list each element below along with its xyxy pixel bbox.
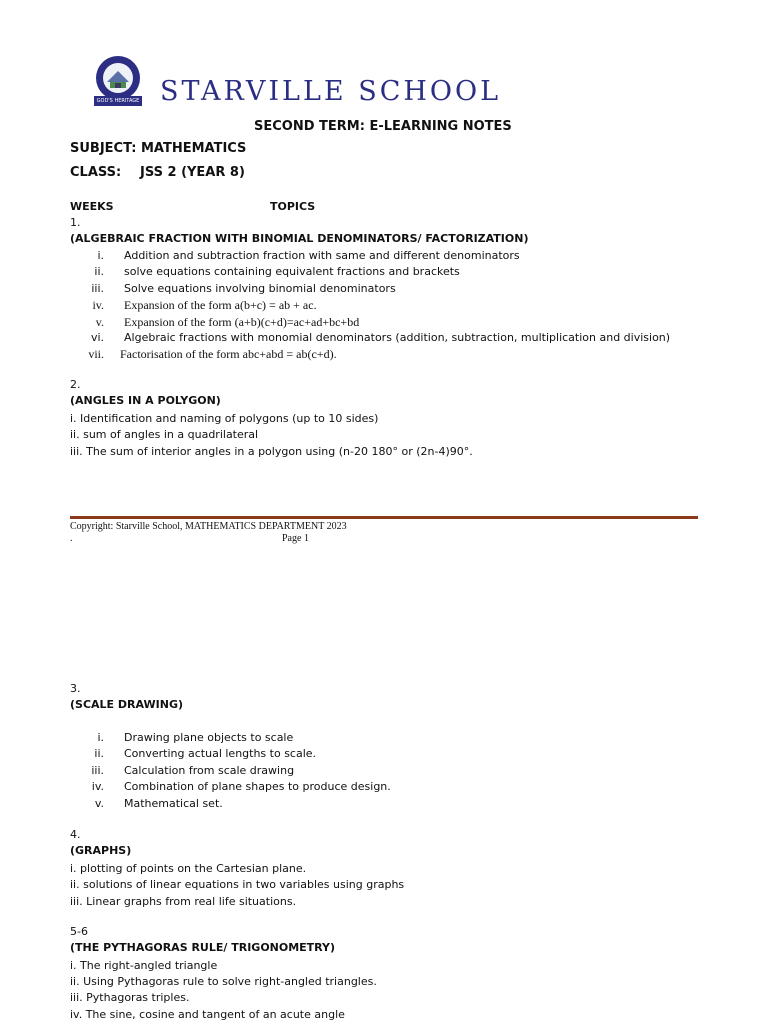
footer-dot: . <box>70 533 73 544</box>
footer-rule <box>70 516 698 519</box>
list-number: iv. <box>91 780 104 794</box>
week-number: 5-6 <box>70 925 88 938</box>
list-text: Calculation from scale drawing <box>124 763 295 777</box>
week1-list <box>70 248 670 363</box>
list-text: Algebraic fractions with monomial denominators (addition, subtraction, multiplication and division) <box>124 331 671 345</box>
list-number: ii. <box>94 747 104 761</box>
list-number: v. <box>95 314 104 329</box>
list-item: ii. sum of angles in a quadrilateral <box>70 428 259 442</box>
list-item <box>70 746 391 762</box>
list-item: iii. Pythagoras triples. <box>70 991 190 1005</box>
list-number: ii. <box>94 265 104 279</box>
list-item <box>70 297 670 313</box>
class-value: JSS 2 (YEAR 8) <box>140 165 245 180</box>
term-title: SECOND TERM: E-LEARNING NOTES <box>254 119 512 134</box>
list-number: v. <box>94 796 104 810</box>
list-item: iii. The sum of interior angles in a polygon using (n-20 180° or (2n-4)90°. <box>70 444 473 458</box>
list-text: Mathematical set. <box>124 796 223 810</box>
week4-list <box>70 861 404 910</box>
list-number: iii. <box>91 281 104 295</box>
week56-list <box>70 958 377 1023</box>
week-title: (THE PYTHAGORAS RULE/ TRIGONOMETRY) <box>70 941 336 954</box>
list-text: Addition and subtraction fraction with same and different denominators <box>124 249 520 262</box>
list-text: Factorisation of the form abc+abd = ab(c+d). <box>120 347 337 362</box>
logo-banner: GOD'S HERITAGE <box>96 98 140 104</box>
list-item: i. plotting of points on the Cartesian plane. <box>70 862 307 875</box>
list-item <box>70 796 391 812</box>
week-title: (SCALE DRAWING) <box>70 698 183 711</box>
week-title: (ANGLES IN A POLYGON) <box>70 394 221 407</box>
list-text: Solve equations involving binomial denominators <box>124 281 396 295</box>
list-number: iv. <box>92 298 104 313</box>
list-text: Combination of plane shapes to produce design. <box>124 780 391 794</box>
week3-list <box>70 730 391 812</box>
list-item: ii. solutions of linear equations in two variables using graphs <box>70 878 405 892</box>
week-title: (ALGEBRAIC FRACTION WITH BINOMIAL DENOMINATORS/ FACTORIZATION) <box>70 232 529 245</box>
list-number: vi. <box>90 331 104 345</box>
list-number: i. <box>97 249 104 262</box>
subject-line: SUBJECT: MATHEMATICS <box>70 141 247 156</box>
list-item <box>70 763 391 779</box>
class-label: CLASS: <box>70 165 122 180</box>
week-number: 2. <box>70 378 81 391</box>
list-item: i. Identification and naming of polygons (up to 10 sides) <box>70 412 379 425</box>
list-text: Drawing plane objects to scale <box>124 731 294 744</box>
list-text: Converting actual lengths to scale. <box>124 747 317 761</box>
week-number: 4. <box>70 828 81 841</box>
list-text: Expansion of the form a(b+c) = ab + ac. <box>124 298 317 313</box>
list-item <box>70 779 391 795</box>
weeks-header: WEEKS <box>70 200 114 213</box>
list-item <box>70 330 670 346</box>
topics-header: TOPICS <box>270 200 316 213</box>
list-text: Expansion of the form (a+b)(c+d)=ac+ad+bc+bd <box>124 314 360 329</box>
list-item <box>70 264 670 280</box>
school-name: STARVILLE SCHOOL <box>160 76 502 107</box>
list-item <box>70 314 670 330</box>
page-number: Page 1 <box>282 533 309 544</box>
list-number: iii. <box>91 763 104 777</box>
list-item: iv. The sine, cosine and tangent of an acute angle <box>70 1007 345 1021</box>
week-number: 1. <box>70 216 81 229</box>
list-number: vii. <box>88 347 104 362</box>
week2-list <box>70 411 473 460</box>
list-item: ii. Using Pythagoras rule to solve right-angled triangles. <box>70 975 377 989</box>
list-item <box>70 248 670 264</box>
copyright: Copyright: Starville School, MATHEMATICS DEPARTMENT 2023 <box>70 521 347 532</box>
list-item <box>70 730 391 746</box>
list-item: iii. Linear graphs from real life situations. <box>70 894 297 908</box>
week-title: (GRAPHS) <box>70 844 132 857</box>
list-item <box>70 346 670 362</box>
list-item <box>70 281 670 297</box>
list-number: i. <box>97 731 104 744</box>
week-number: 3. <box>70 682 81 695</box>
list-item: i. The right-angled triangle <box>70 959 218 972</box>
list-text: solve equations containing equivalent fractions and brackets <box>124 265 460 279</box>
